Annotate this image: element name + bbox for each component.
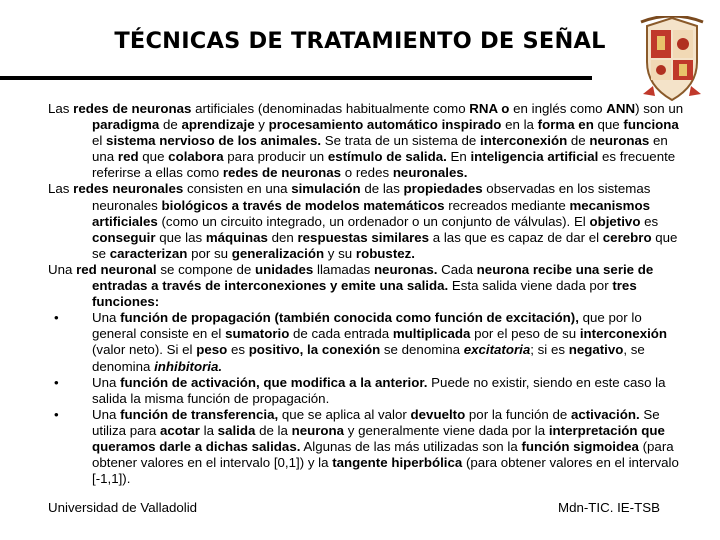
- bullet-text: Una función de activación, que modifica a la anterior. Puede no existir, siendo en este caso la salida la misma función de propagación.: [92, 374, 666, 406]
- bullet-text: Una función de transferencia, que se aplica al valor devuelto por la función de activación. Se utiliza para acotar la salida de la neurona y generalmente viene dada por la interpretación que queramos darle a dichas salidas. Algunas de las más utilizadas son la función sigmoidea (para obtener valores en el intervalo [0,1]) y la tangente hiperbólica (para obtener valores en el intervalo [-1,1]).: [92, 406, 679, 487]
- bullet-item: [48, 407, 684, 487]
- bullet-icon: •: [54, 310, 59, 326]
- bullet-item: [48, 310, 684, 374]
- slide-title: TÉCNICAS DE TRATAMIENTO DE SEÑAL: [114, 28, 606, 54]
- bullet-icon: •: [54, 374, 59, 390]
- title-underline: [0, 76, 592, 80]
- paragraph: Una red neuronal se compone de unidades llamadas neuronas. Cada neurona recibe una serie de entradas a través de interconexiones y emite una salida. Esta salida viene dada por tres funciones:: [48, 261, 654, 310]
- paragraph: Las redes de neuronas artificiales (denominadas habitualmente como RNA o en inglés como ANN) son un paradigma de aprendizaje y procesamiento automático inspirado en la forma en que funciona el sistema nervioso de los animales. Se trata de un sistema de interconexión de neuronas en una red que colabora para producir un estímulo de salida. En inteligencia artificial es frecuente referirse a ellas como redes de neuronas o redes neuronales.: [48, 101, 684, 181]
- paragraph: Las redes neuronales consisten en una simulación de las propiedades observadas en los sistemas neuronales biológicos a través de modelos matemáticos recreados mediante mecanismos artificiales (como un circuito integrado, un ordenador o un conjunto de válvulas). El objetivo es conseguir que las máquinas den respuestas similares a las que es capaz de dar el cerebro que se caracterizan por su generalización y su robustez.: [48, 181, 678, 261]
- slide-body: [48, 101, 684, 487]
- university-crest-icon: [637, 16, 707, 104]
- footer-university: Universidad de Valladolid: [48, 500, 198, 515]
- bullet-text: Una función de propagación (también conocida como función de excitación), que por lo general consiste en el sumatorio de cada entrada multiplicada por el peso de su interconexión (valor neto). Si el peso es positivo, la conexión se denomina excitatoria; si es negativo, se denomina inhibitoria.: [92, 310, 668, 374]
- bullet-item: [48, 375, 684, 407]
- footer-course: Mdn-TIC. IE-TSB: [558, 500, 660, 515]
- bullet-icon: •: [54, 406, 59, 422]
